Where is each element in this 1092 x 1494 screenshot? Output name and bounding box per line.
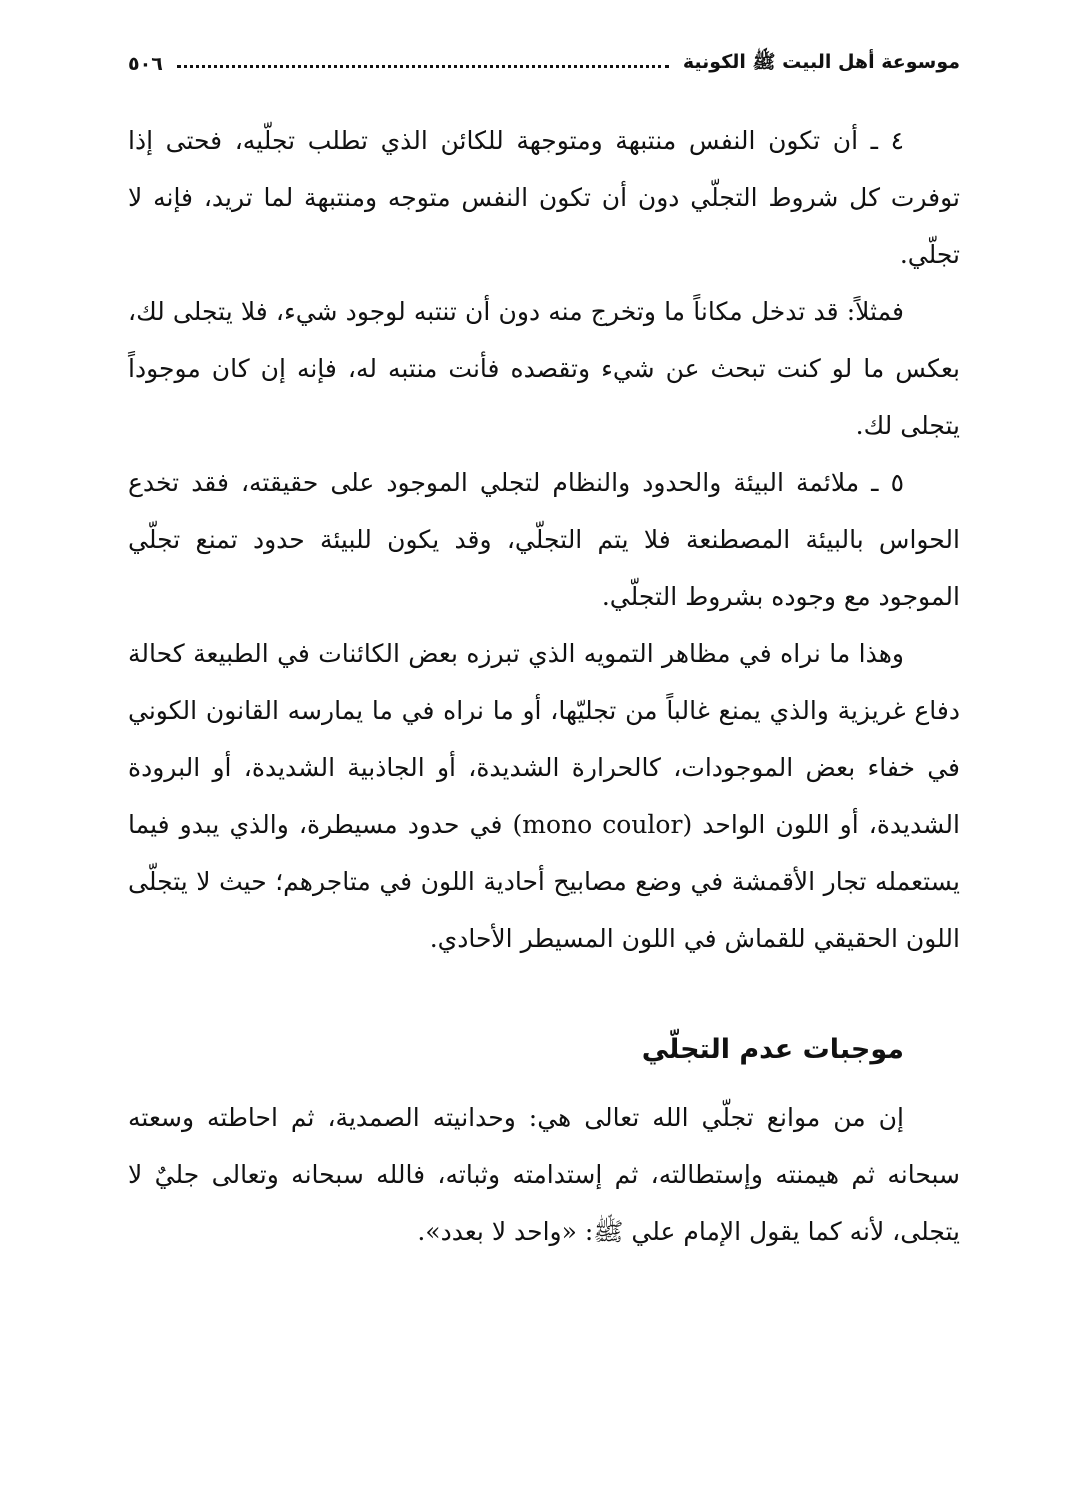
paragraph-condition-4: ٤ ـ أن تكون النفس منتبهة ومتوجهة للكائن الذي تطلب تجلّيه، فحتى إذا توفرت كل شروط التجلّي دون أن تكون النفس متوجه ومنتبهة لما تريد، فإنه لا تجلّي.	[128, 126, 960, 269]
paragraph-camouflage: وهذا ما نراه في مظاهر التمويه الذي تبرزه بعض الكائنات في الطبيعة كحالة دفاع غريزية والذي يمنع غالباً من تجليّها، أو ما نراه في ما يمارسه القانون الكوني في خفاء بعض الموجودات، كالحرارة الشديدة، أو الجاذبية الشديدة، أو البرودة الشديدة، أو اللون الواحد (mono coulor) في حدود مسيطرة، والذي يبدو فيما يستعمله تجار الأقمشة في وضع مصابيح أحادية اللون في متاجرهم؛ حيث لا يتجلّى اللون الحقيقي للقماش في اللون المسيطر الأحادي.	[128, 639, 960, 953]
page-body	[128, 112, 960, 1260]
paragraph-condition-5: ٥ ـ ملائمة البيئة والحدود والنظام لتجلي الموجود على حقيقته، فقد تخدع الحواس بالبيئة المصطنعة فلا يتم التجلّي، وقد يكون للبيئة حدود تمنع تجلّي الموجود مع وجوده بشروط التجلّي.	[128, 468, 960, 611]
page-number: ٥٠٦	[128, 53, 163, 75]
running-header	[128, 44, 960, 84]
header-dot-leader	[177, 53, 669, 68]
section-heading: موجبات عدم التجلّي	[641, 1034, 904, 1065]
running-title: موسوعة أهل البيت ﷺ الكونية	[682, 51, 960, 73]
paragraph-example: فمثلاً: قد تدخل مكاناً ما وتخرج منه دون أن تنتبه لوجود شيء، فلا يتجلى لك، بعكس ما لو كنت تبحث عن شيء وتقصده فأنت منتبه له، فإنه إن كان موجوداً يتجلى لك.	[128, 297, 960, 440]
section-paragraph: إن من موانع تجلّي الله تعالى هي: وحدانيته الصمدية، ثم احاطته وسعته سبحانه ثم هيمنته وإستطالته، ثم إستدامته وثباته، فالله سبحانه وتعالى جليٌ لا يتجلى، لأنه كما يقول الإمام علي ﷺ: «واحد لا بعدد».	[128, 1103, 960, 1246]
